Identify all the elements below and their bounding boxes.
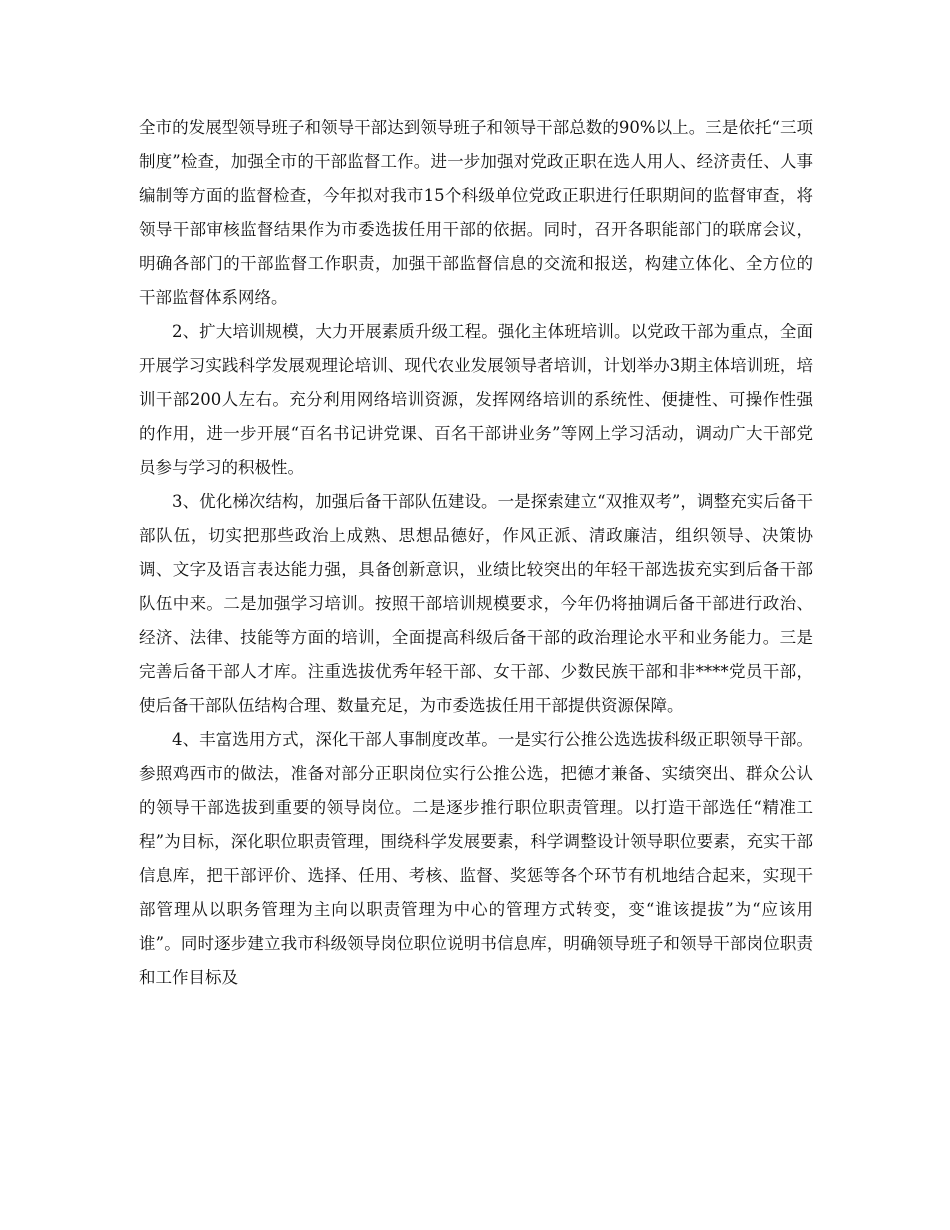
paragraph-3: 3、优化梯次结构，加强后备干部队伍建设。一是探索建立“双推双考”，调整充实后备干部队伍，切实把那些政治上成熟、思想品德好，作风正派、清政廉洁，组织领导、决策协调、文字及语言表达能力强，具备创新意识，业绩比较突出的年轻干部选拔充实到后备干部队伍中来。二是加强学习培训。按照干部培训规模要求，今年仍将抽调后备干部进行政治、经济、法律、技能等方面的培训，全面提高科级后备干部的政治理论水平和业务能力。三是完善后备干部人才库。注重选拔优秀年轻干部、女干部、少数民族干部和非****党员干部，使后备干部队伍结构合理、数量充足，为市委选拔任用干部提供资源保障。 [139,492,813,715]
paragraph-2: 2、扩大培训规模，大力开展素质升级工程。强化主体班培训。以党政干部为重点，全面开展学习实践科学发展观理论培训、现代农业发展领导者培训，计划举办3期主体培训班，培训干部200人左右。充分利用网络培训资源，发挥网络培训的系统性、便捷性、可操作性强的作用，进一步开展“百名书记讲党课、百名干部讲业务”等网上学习活动，调动广大干部党员参与学习的积极性。 [139,322,813,477]
paragraph-4: 4、丰富选用方式，深化干部人事制度改革。一是实行公推公选选拔科级正职领导干部。参照鸡西市的做法，准备对部分正职岗位实行公推公选，把德才兼备、实绩突出、群众公认的领导干部选拔到重要的领导岗位。二是逐步推行职位职责管理。以打造干部选任“精准工程”为目标，深化职位职责管理，围绕科学发展要素，科学调整设计领导职位要素，充实干部信息库，把干部评价、选择、任用、考核、监督、奖惩等各个环节有机地结合起来，实现干部管理从以职务管理为主向以职责管理为中心的管理方式转变，变“谁该提拔”为“应该用谁”。同时逐步建立我市科级领导岗位职位说明书信息库，明确领导班子和领导干部岗位职责和工作目标及 [139,730,813,987]
document-body [139,111,813,995]
paragraph-1: 全市的发展型领导班子和领导干部达到领导班子和领导干部总数的90%以上。三是依托“三项制度”检查，加强全市的干部监督工作。进一步加强对党政正职在选人用人、经济责任、人事编制等方面的监督检查，今年拟对我市15个科级单位党政正职进行任职期间的监督审查，将领导干部审核监督结果作为市委选拔任用干部的依据。同时，召开各职能部门的联席会议，明确各部门的干部监督工作职责，加强干部监督信息的交流和报送，构建立体化、全方位的干部监督体系网络。 [139,118,813,307]
